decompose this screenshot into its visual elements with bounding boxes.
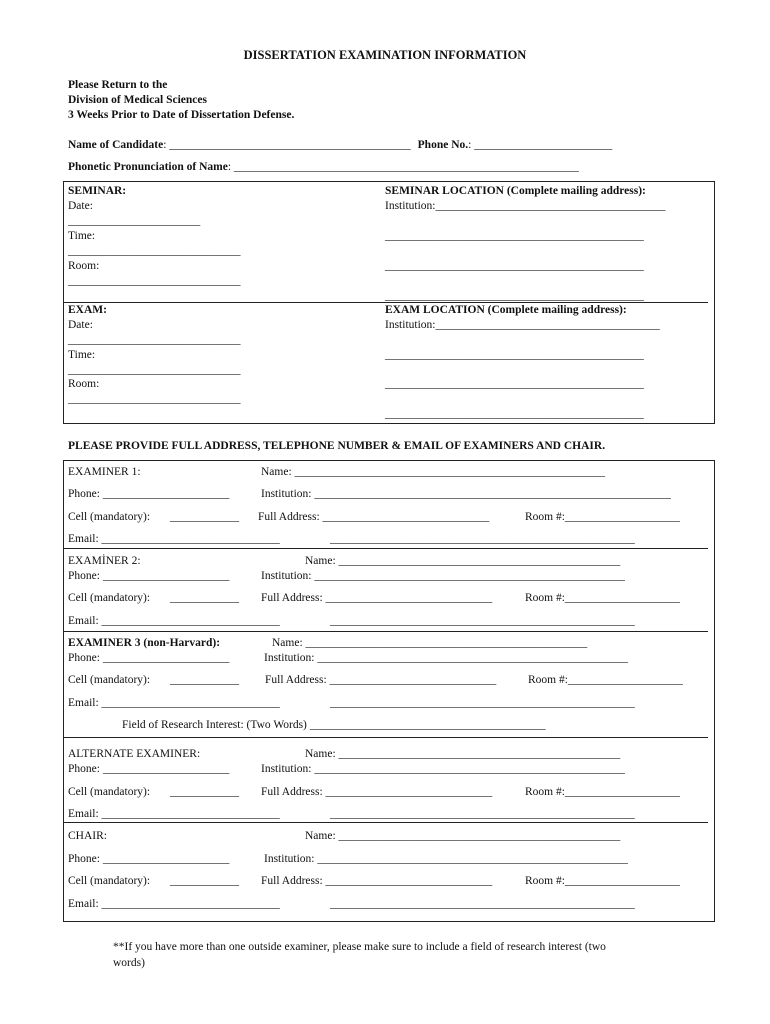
- examiner3-email-blank2[interactable]: _____________________________________________________: [330, 697, 635, 709]
- chair-institution-field[interactable]: [264, 853, 628, 865]
- chair-name-blank[interactable]: _________________________________________________: [338, 830, 621, 842]
- full-address-label: Full Address:: [258, 511, 323, 523]
- seminar-date-blank[interactable]: _______________________: [68, 215, 201, 227]
- name-label: Name:: [305, 748, 339, 760]
- candidate-name-field[interactable]: [68, 139, 612, 151]
- return-instruction-line2: Division of Medical Sciences: [68, 94, 207, 106]
- examiner3-email[interactable]: Email: _______________________________: [68, 697, 280, 709]
- institution-label: Institution:: [261, 488, 315, 500]
- exam-address-line4[interactable]: _____________________________________________: [385, 408, 644, 420]
- seminar-date-label: Date:: [68, 200, 93, 212]
- exam-address-line3[interactable]: _____________________________________________: [385, 378, 644, 390]
- divider-2: [63, 631, 708, 632]
- seminar-room-blank[interactable]: ______________________________: [68, 275, 241, 287]
- seminar-address-line3[interactable]: _____________________________________________: [385, 260, 644, 272]
- chair-room[interactable]: Room #:____________________: [525, 875, 680, 887]
- seminar-time-blank[interactable]: ______________________________: [68, 245, 241, 257]
- exam-time-blank[interactable]: ______________________________: [68, 364, 241, 376]
- seminar-heading: SEMINAR:: [68, 185, 127, 197]
- examiner3-room[interactable]: Room #:____________________: [528, 674, 683, 686]
- phone-label: Phone No.: [417, 139, 469, 151]
- chair-address-blank[interactable]: _____________________________: [325, 875, 493, 887]
- chair-heading: CHAIR:: [68, 830, 107, 842]
- chair-cell-blank[interactable]: ____________: [170, 875, 239, 887]
- examiner2-email-blank2[interactable]: _____________________________________________________: [330, 615, 635, 627]
- alternate-name-field[interactable]: [305, 748, 620, 760]
- alternate-institution-field[interactable]: [261, 763, 625, 775]
- full-address-label: Full Address:: [261, 786, 326, 798]
- alternate-address-field[interactable]: [261, 786, 492, 798]
- examiners-heading: PLEASE PROVIDE FULL ADDRESS, TELEPHONE NUMBER & EMAIL OF EXAMINERS AND CHAIR.: [68, 440, 606, 452]
- exam-address-line2[interactable]: _____________________________________________: [385, 349, 644, 361]
- alternate-email-blank2[interactable]: _____________________________________________________: [330, 808, 635, 820]
- alternate-address-blank[interactable]: _____________________________: [325, 786, 493, 798]
- footnote-line1: **If you have more than one outside examiner, please make sure to include a field of research interest (two: [113, 941, 606, 953]
- full-address-label: Full Address:: [265, 674, 330, 686]
- examiner3-address-field[interactable]: [265, 674, 496, 686]
- examiner2-address-blank[interactable]: _____________________________: [325, 592, 493, 604]
- exam-room-blank[interactable]: ______________________________: [68, 393, 241, 405]
- exam-date-label: Date:: [68, 319, 93, 331]
- return-instruction-line3: 3 Weeks Prior to Date of Dissertation Defense.: [68, 109, 295, 121]
- name-label: Name:: [272, 637, 306, 649]
- examiner2-email[interactable]: Email: _______________________________: [68, 615, 280, 627]
- alternate-phone[interactable]: Phone: ______________________: [68, 763, 230, 775]
- divider-1: [63, 548, 708, 549]
- examiner3-heading: EXAMINER 3 (non-Harvard):: [68, 637, 221, 649]
- candidate-name-label: Name of Candidate: [68, 139, 164, 151]
- examiner2-name-field[interactable]: [305, 555, 620, 567]
- divider-3: [63, 737, 708, 738]
- examiner1-email[interactable]: Email: _______________________________: [68, 533, 280, 545]
- examiner1-room[interactable]: Room #:____________________: [525, 511, 680, 523]
- seminar-location-heading: SEMINAR LOCATION (Complete mailing address):: [385, 185, 646, 197]
- examiner3-institution-field[interactable]: [264, 652, 628, 664]
- institution-label: Institution:: [264, 652, 318, 664]
- examiner3-cell-blank[interactable]: ____________: [170, 674, 239, 686]
- examiner2-phone[interactable]: Phone: ______________________: [68, 570, 230, 582]
- chair-institution-blank[interactable]: ______________________________________________________: [317, 853, 628, 865]
- divider-4: [63, 822, 708, 823]
- seminar-address-line2[interactable]: _____________________________________________: [385, 230, 644, 242]
- institution-label: Institution:: [261, 763, 315, 775]
- institution-label: Institution:: [264, 853, 318, 865]
- name-label: Name:: [261, 466, 295, 478]
- examiner2-cell-blank[interactable]: ____________: [170, 592, 239, 604]
- chair-name-field[interactable]: [305, 830, 620, 842]
- seminar-time-label: Time:: [68, 230, 96, 242]
- name-label: Name:: [305, 830, 339, 842]
- exam-institution-blank[interactable]: Institution:_______________________________________: [385, 319, 660, 331]
- examiner2-cell-label: Cell (mandatory):: [68, 592, 151, 604]
- examiner3-research-field[interactable]: Field of Research Interest: (Two Words) _________________________________________: [122, 719, 546, 731]
- chair-cell-label: Cell (mandatory):: [68, 875, 151, 887]
- examiner2-room[interactable]: Room #:____________________: [525, 592, 680, 604]
- alternate-cell-blank[interactable]: ____________: [170, 786, 239, 798]
- exam-heading: EXAM:: [68, 304, 107, 316]
- examiner2-address-field[interactable]: [261, 592, 492, 604]
- examiner1-email-blank2[interactable]: _____________________________________________________: [330, 533, 635, 545]
- examiner1-address-field[interactable]: [258, 511, 489, 523]
- examiner2-institution-field[interactable]: [261, 570, 625, 582]
- seminar-institution-blank[interactable]: Institution:________________________________________: [385, 200, 666, 212]
- seminar-room-label: Room:: [68, 260, 100, 272]
- exam-time-label: Time:: [68, 349, 96, 361]
- examiner1-institution-field[interactable]: [261, 488, 671, 500]
- examiner1-address-blank[interactable]: _____________________________: [322, 511, 490, 523]
- alternate-room[interactable]: Room #:____________________: [525, 786, 680, 798]
- examiner1-cell-label: Cell (mandatory):: [68, 511, 151, 523]
- phonetic-field[interactable]: [68, 161, 579, 173]
- return-instruction-line1: Please Return to the: [68, 79, 168, 91]
- examiner2-institution-blank[interactable]: ______________________________________________________: [314, 570, 625, 582]
- box-divider: [63, 302, 708, 303]
- examiner2-name-blank[interactable]: _________________________________________________: [338, 555, 621, 567]
- institution-label: Institution:: [261, 570, 315, 582]
- footnote-line2: words): [113, 957, 145, 969]
- examiner1-heading: EXAMINER 1:: [68, 466, 141, 478]
- chair-email[interactable]: Email: _______________________________: [68, 898, 280, 910]
- phonetic-label: Phonetic Pronunciation of Name: [68, 161, 228, 173]
- full-address-label: Full Address:: [261, 592, 326, 604]
- alternate-heading: ALTERNATE EXAMINER:: [68, 748, 201, 760]
- chair-email-blank2[interactable]: _____________________________________________________: [330, 898, 635, 910]
- examiner2-heading: EXAMİNER 2:: [68, 555, 141, 567]
- exam-location-heading: EXAM LOCATION (Complete mailing address):: [385, 304, 627, 316]
- examiner3-name-blank[interactable]: _________________________________________________: [305, 637, 588, 649]
- phonetic-blank[interactable]: : ____________________________________________________________: [227, 161, 579, 173]
- examiner3-institution-blank[interactable]: ______________________________________________________: [317, 652, 628, 664]
- examiner3-name-field[interactable]: [272, 637, 587, 649]
- alternate-name-blank[interactable]: _________________________________________________: [338, 748, 621, 760]
- alternate-institution-blank[interactable]: ______________________________________________________: [314, 763, 625, 775]
- alternate-email[interactable]: Email: _______________________________: [68, 808, 280, 820]
- phone-blank[interactable]: : ________________________: [468, 139, 613, 151]
- examiner1-phone[interactable]: Phone: ______________________: [68, 488, 230, 500]
- examiner3-address-blank[interactable]: _____________________________: [329, 674, 497, 686]
- candidate-name-blank[interactable]: : __________________________________________: [163, 139, 411, 151]
- exam-date-blank[interactable]: ______________________________: [68, 334, 241, 346]
- chair-address-field[interactable]: [261, 875, 492, 887]
- examiner1-institution-blank[interactable]: ______________________________________________________________: [314, 488, 671, 500]
- chair-phone[interactable]: Phone: ______________________: [68, 853, 230, 865]
- page-title: DISSERTATION EXAMINATION INFORMATION: [243, 48, 527, 62]
- examiner1-name-field[interactable]: [261, 466, 605, 478]
- examiner1-cell-blank[interactable]: ____________: [170, 511, 239, 523]
- full-address-label: Full Address:: [261, 875, 326, 887]
- examiner3-cell-label: Cell (mandatory):: [68, 674, 151, 686]
- examiner1-name-blank[interactable]: ______________________________________________________: [294, 466, 606, 478]
- name-label: Name:: [305, 555, 339, 567]
- examiner3-phone[interactable]: Phone: ______________________: [68, 652, 230, 664]
- seminar-address-line4[interactable]: _____________________________________________: [385, 290, 644, 302]
- alternate-cell-label: Cell (mandatory):: [68, 786, 151, 798]
- exam-room-label: Room:: [68, 378, 100, 390]
